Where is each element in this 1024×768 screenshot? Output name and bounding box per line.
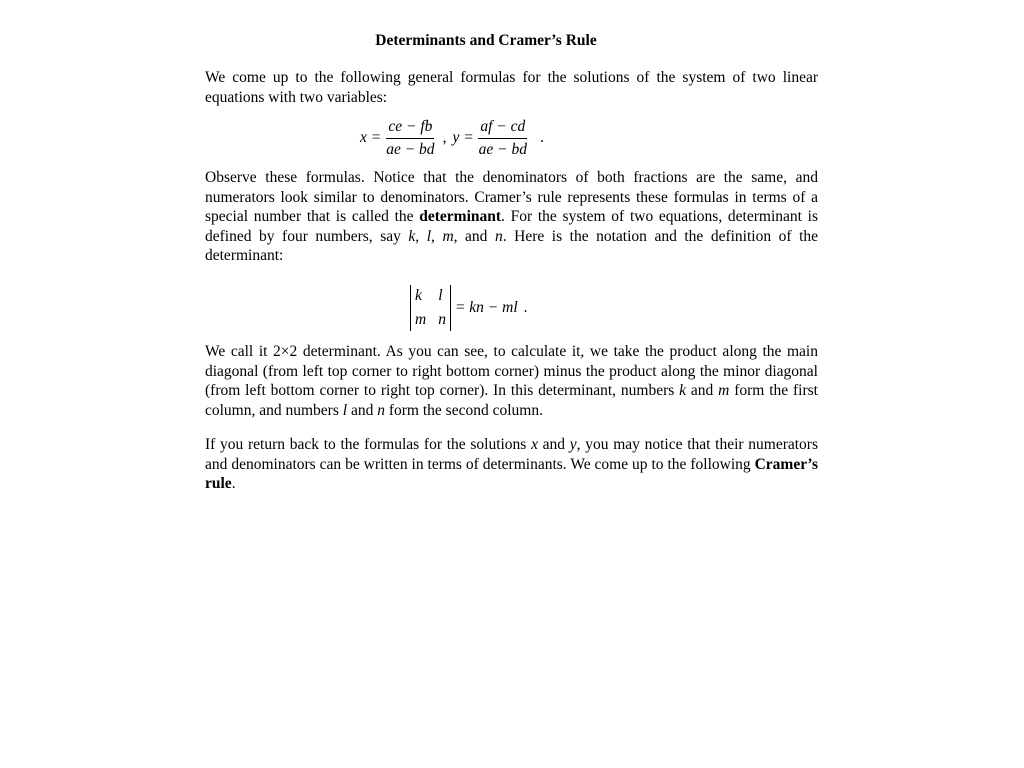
- text: .: [231, 475, 236, 493]
- var-y: y: [569, 436, 577, 453]
- y-fraction: [477, 117, 529, 160]
- var-n: n: [494, 227, 503, 245]
- var-k: k: [679, 382, 687, 400]
- x-numerator: ce − fb: [386, 117, 434, 139]
- var-m: m: [718, 382, 730, 400]
- y-denominator: ae − bd: [478, 140, 527, 158]
- entry-k: k: [415, 287, 422, 304]
- text: We call it: [205, 343, 274, 360]
- text: ,: [431, 227, 443, 245]
- var-l: l: [426, 227, 432, 245]
- size-2x2: 2×2: [273, 343, 298, 360]
- term-cramers-rule: Cramer’s rule: [205, 455, 818, 493]
- var-l: l: [342, 401, 348, 419]
- paragraph-observe: [205, 168, 818, 266]
- text: form the second column.: [384, 401, 543, 419]
- y-numerator: af − cd: [478, 117, 527, 139]
- text: and: [347, 401, 378, 419]
- paragraph-intro: We come up to the following general formulas for the solutions of the system of two linear equations with two variables:: [205, 69, 818, 106]
- entry-m: m: [415, 311, 427, 328]
- solution-formulas: [360, 115, 544, 161]
- text: form the first column, and numbers: [205, 382, 818, 419]
- determinant-matrix: [410, 285, 451, 331]
- x-fraction: [384, 117, 436, 160]
- var-m: m: [442, 227, 454, 245]
- var-x: x: [531, 436, 538, 453]
- entry-n: n: [438, 311, 446, 328]
- x-denominator: ae − bd: [386, 140, 435, 158]
- text: . For the system of two equations, determinant is defined by four numbers, say: [205, 208, 818, 245]
- var-k: k: [408, 227, 416, 245]
- var-n: n: [377, 401, 385, 419]
- formula-end: .: [540, 129, 544, 146]
- text: , and: [453, 227, 495, 245]
- text: determinant. As you can see, to calculate it, we take the product along the main diagonal (from left top corner to right bottom corner) minus the product along the minor diagonal (from left bottom corner to right top corner). In this determinant, numbers: [205, 343, 818, 400]
- definition-end: .: [523, 299, 528, 316]
- paragraph-cramer: [205, 435, 818, 494]
- x-label: x =: [360, 129, 382, 146]
- formula-separator: ,: [442, 129, 447, 146]
- text: ,: [415, 227, 427, 245]
- text: , you may notice that their numerators and denominators can be written in terms of determinants. We come up to the following: [205, 436, 818, 473]
- text: and: [537, 436, 570, 453]
- determinant-value: = kn − ml: [454, 299, 518, 316]
- paragraph-2x2: [205, 342, 818, 420]
- text: and: [686, 382, 719, 400]
- page-title: Determinants and Cramer’s Rule: [375, 32, 597, 49]
- term-determinant: determinant: [419, 208, 502, 226]
- text: Observe these formulas. Notice that the denominators of both fractions are the same, and numerators look similar to denominators. Cramer’s rule represents these formulas in terms of a special number that is called the: [205, 169, 818, 226]
- determinant-definition: [410, 282, 528, 334]
- y-label: y =: [452, 129, 474, 146]
- text: . Here is the notation and the definition of the determinant:: [205, 227, 819, 265]
- text: If you return back to the formulas for the solutions: [205, 436, 532, 453]
- entry-l: l: [438, 287, 443, 304]
